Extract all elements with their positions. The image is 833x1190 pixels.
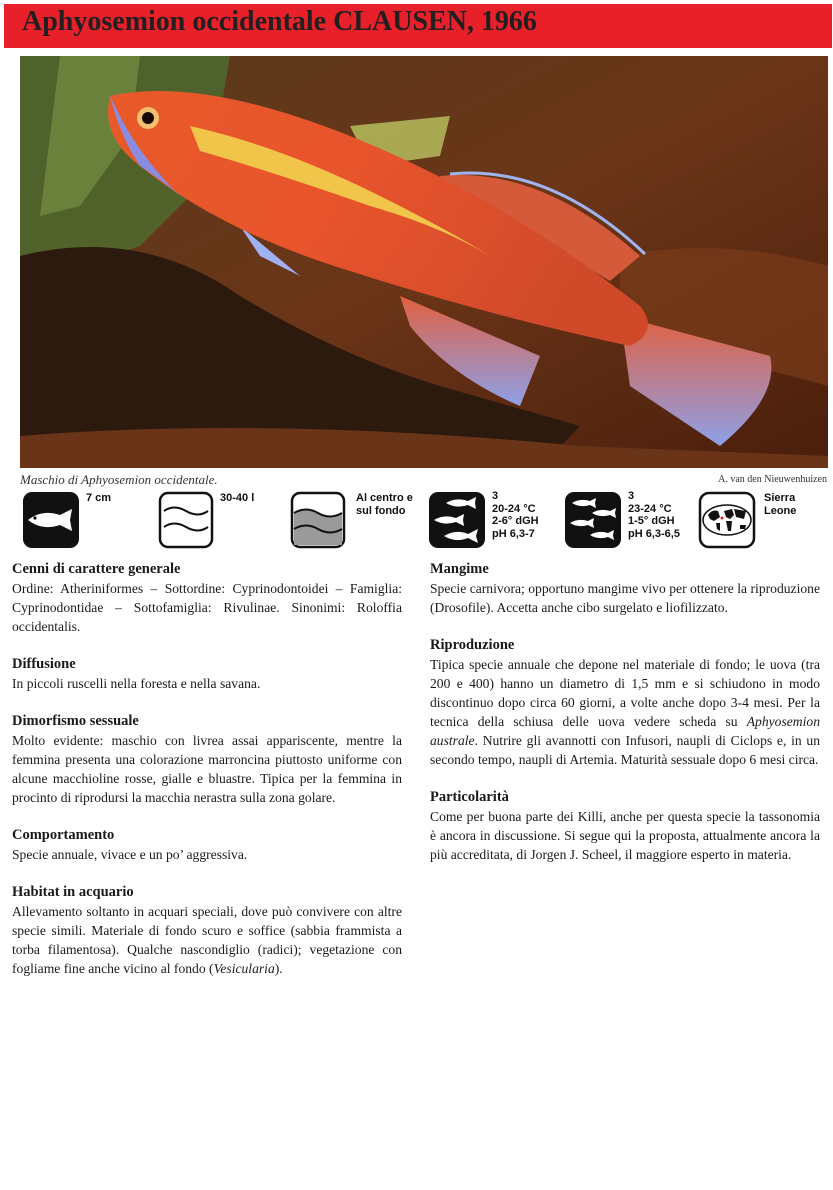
fish-illustration bbox=[20, 56, 828, 468]
text-particolarita: Come per buona parte dei Killi, anche per questa specie la tassonomia è ancora in discussione. Si segue qui la proposta, attualmente ancora la più accreditata, di Jorgen J. Scheel, il maggiore esperto in materia. bbox=[430, 809, 820, 862]
right-column bbox=[430, 560, 820, 864]
breeding-water-text: 3 23-24 °C 1-5° dGH pH 6,3-6,5 bbox=[628, 490, 680, 540]
heading-diffusione: Diffusione bbox=[12, 656, 76, 672]
text-comportamento: Specie annuale, vivace e un po’ aggressiva. bbox=[12, 847, 248, 862]
text-diffusione: In piccoli ruscelli nella foresta e nella savana. bbox=[12, 676, 261, 691]
heading-cenni: Cenni di carattere generale bbox=[12, 561, 181, 577]
breeding-water-icon bbox=[564, 490, 622, 550]
tank-volume-text: 30-40 l bbox=[220, 492, 255, 504]
title-bar bbox=[4, 4, 832, 48]
world-map-icon bbox=[698, 490, 756, 550]
swimming-zone-text: Al centro e sul fondo bbox=[356, 492, 413, 517]
heading-dimorfismo: Dimorfismo sessuale bbox=[12, 713, 139, 729]
water-params-icon bbox=[428, 490, 486, 550]
text-riproduzione: Tipica specie annuale che depone nel materiale di fondo; le uova (tra 200 e 400) hanno un diametro di 1,5 mm e si schiudono in modo discontinuo dopo circa 60 giorni, a volte anche dopo 3-4 mesi. Per la tecnica della schiusa delle uova vedere scheda su Aphyosemion australe. Nutrire gli avannotti con Infusori, naupli di Ciclops e, in un secondo tempo, naupli di Artemia. Maturità sessuale dopo 6 mesi circa. bbox=[430, 657, 820, 767]
page-title: Aphyosemion occidentale CLAUSEN, 1966 bbox=[22, 6, 537, 37]
text-cenni: Ordine: Atheriniformes – Sottordine: Cyprinodontoidei – Famiglia: Cyprinodontidae – Sottofamiglia: Rivulinae. Sinonimi: Roloffia occidentalis. bbox=[12, 581, 402, 634]
text-dimorfismo: Molto evidente: maschio con livrea assai appariscente, mentre la femmina presenta una colorazione marroncina piuttosto uniforme con alcune macchioline rosse, gialle e bluastre. Tipica per la femmina in procinto di riprodursi la macchia nerastra sulla zona golare. bbox=[12, 733, 402, 805]
heading-mangime: Mangime bbox=[430, 561, 489, 577]
heading-habitat: Habitat in acquario bbox=[12, 884, 134, 900]
heading-comportamento: Comportamento bbox=[12, 827, 115, 843]
heading-particolarita: Particolarità bbox=[430, 789, 509, 805]
text-mangime: Specie carnivora; opportuno mangime vivo per ottenere la riproduzione (Drosofile). Accetta anche cibo surgelato e liofilizzato. bbox=[430, 581, 820, 615]
left-column bbox=[12, 560, 402, 978]
text-habitat: Allevamento soltanto in acquari speciali, dove può convivere con altre specie simili. Materiale di fondo scuro e soffice (sabbia frammista a torba filamentosa). Qualche nascondiglio (radici); vegetazione con fogliame fine anche vicino al fondo (Vesicularia). bbox=[12, 904, 402, 976]
photo-credit: A. van den Nieuwenhuizen bbox=[718, 474, 827, 485]
fish-size-text: 7 cm bbox=[86, 492, 112, 504]
swimming-zone-icon bbox=[290, 490, 346, 550]
fish-photo bbox=[20, 56, 828, 468]
photo-caption: Maschio di Aphyosemion occidentale. bbox=[20, 472, 218, 487]
fish-size-icon bbox=[22, 490, 80, 550]
heading-riproduzione: Riproduzione bbox=[430, 637, 515, 653]
distribution-text: Sierra Leone bbox=[764, 492, 797, 517]
tank-volume-icon bbox=[158, 490, 214, 550]
water-params-text: 3 20-24 °C 2-6° dGH pH 6,3-7 bbox=[492, 490, 539, 540]
